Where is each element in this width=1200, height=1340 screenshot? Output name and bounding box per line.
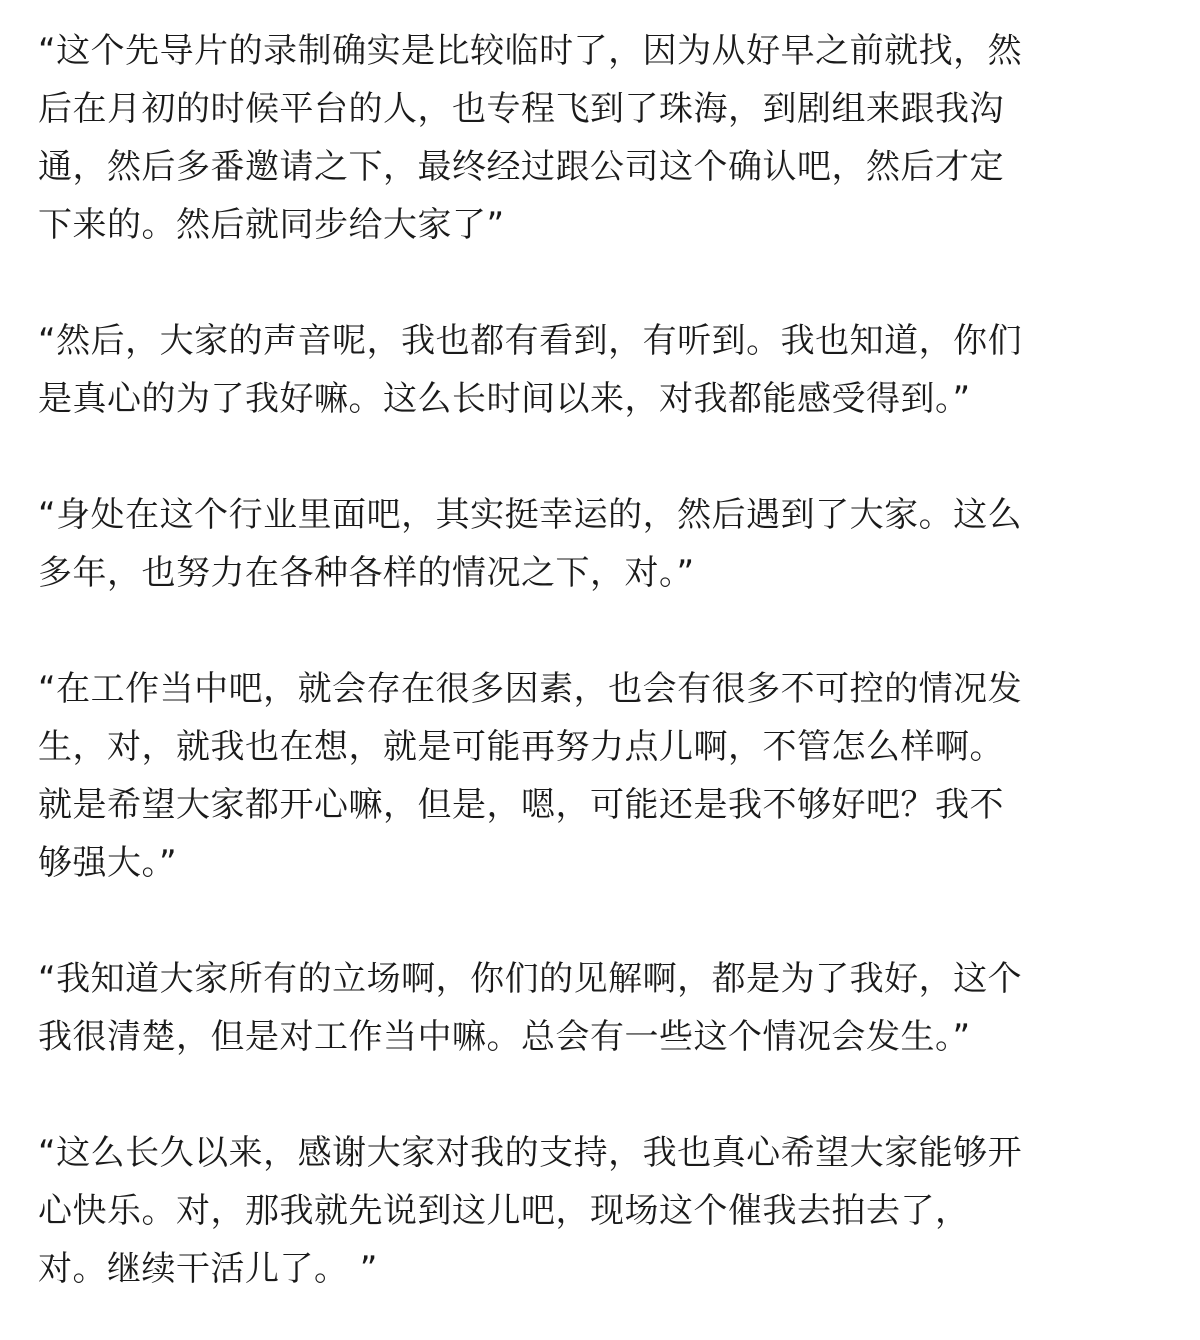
quote-paragraph-6 [38, 1124, 1162, 1298]
text-line: 心快乐。对，那我就先说到这儿吧，现场这个催我去拍去了， [38, 1191, 970, 1231]
quote-paragraph-2 [38, 312, 1162, 428]
text-line: 下来的。然后就同步给大家了” [38, 205, 505, 245]
text-line: “我知道大家所有的立场啊，你们的见解啊，都是为了我好，这个 [38, 959, 1023, 999]
text-line: 后在月初的时候平台的人，也专程飞到了珠海，到剧组来跟我沟 [38, 89, 1004, 129]
text-line: 是真心的为了我好嘛。这么长时间以来，对我都能感受得到。” [38, 379, 971, 419]
text-line: 对。继续干活儿了。 ” [38, 1249, 378, 1289]
text-line: “身处在这个行业里面吧，其实挺幸运的，然后遇到了大家。这么 [38, 495, 1023, 535]
text-line: 够强大。” [38, 843, 178, 883]
text-line: “在工作当中吧，就会存在很多因素，也会有很多不可控的情况发 [38, 669, 1023, 709]
text-line: “这么长久以来，感谢大家对我的支持，我也真心希望大家能够开 [38, 1133, 1023, 1173]
quote-paragraph-4 [38, 660, 1162, 892]
text-line: 我很清楚，但是对工作当中嘛。总会有一些这个情况会发生。” [38, 1017, 971, 1057]
text-line: 通，然后多番邀请之下，最终经过跟公司这个确认吧，然后才定 [38, 147, 1004, 187]
text-line: 生，对，就我也在想，就是可能再努力点儿啊，不管怎么样啊。 [38, 727, 1004, 767]
text-line: “这个先导片的录制确实是比较临时了，因为从好早之前就找，然 [38, 31, 1023, 71]
text-line: 多年，也努力在各种各样的情况之下，对。” [38, 553, 695, 593]
quote-paragraph-3 [38, 486, 1162, 602]
text-line: 就是希望大家都开心嘛，但是，嗯，可能还是我不够好吧？我不 [38, 785, 1004, 825]
quote-paragraph-5 [38, 950, 1162, 1066]
text-line: “然后，大家的声音呢，我也都有看到，有听到。我也知道，你们 [38, 321, 1023, 361]
quote-paragraph-1 [38, 22, 1162, 254]
